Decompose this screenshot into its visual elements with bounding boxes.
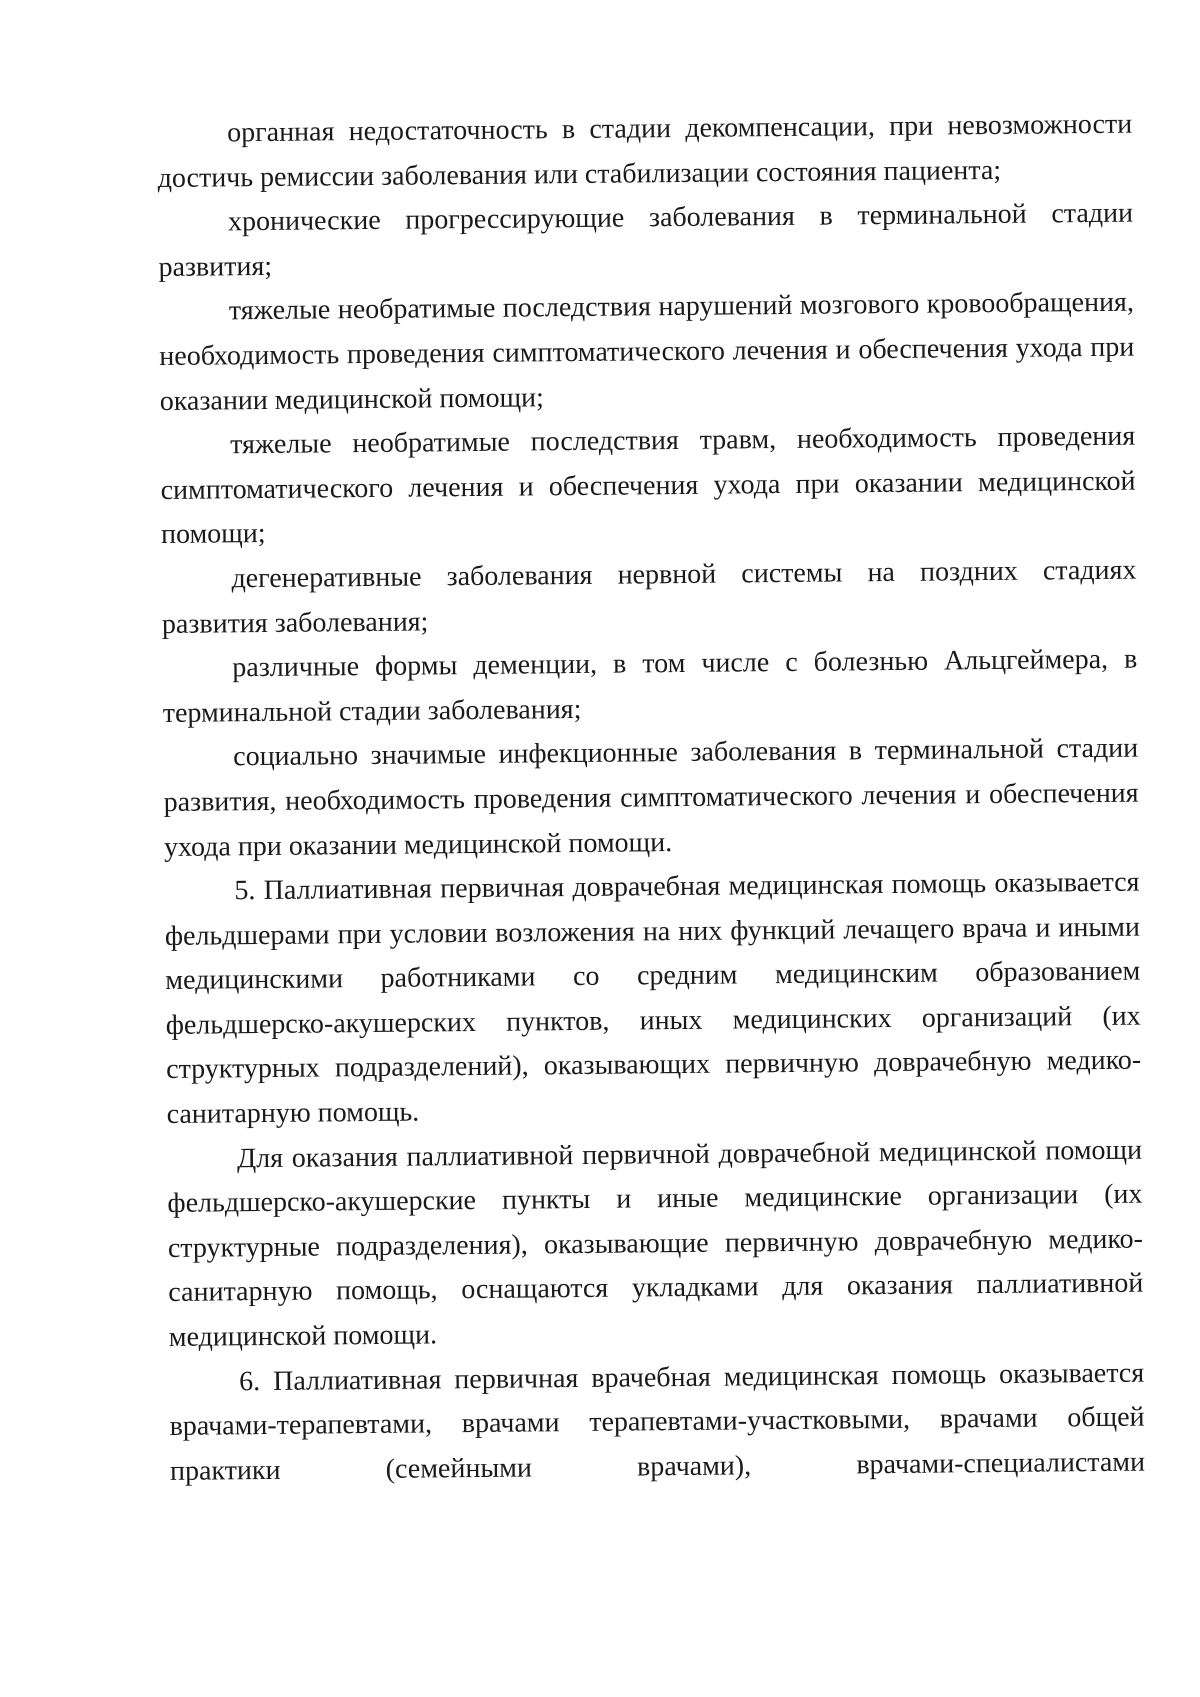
paragraph-degenerative-diseases: дегенеративные заболевания нервной системы на поздних стадиях развития заболевания; (161, 554, 1137, 640)
paragraph-stroke-consequences: тяжелые необратимые последствия нарушений мозгового кровообращения, необходимость проведения симптоматического лечения и обеспечения ухода при оказании медицинской помощи; (159, 287, 1135, 417)
paragraph-dementia: различные формы деменции, в том числе с болезнью Альцгеймера, в терминальной стадии заболевания; (162, 643, 1138, 729)
document-body (157, 103, 1145, 1495)
paragraph-organ-failure: органная недостаточность в стадии декомпенсации, при невозможности достичь ремиссии заболевания или стабилизации состояния пациента; (157, 108, 1133, 194)
paragraph-section-5: 5. Паллиативная первичная доврачебная медицинская помощь оказывается фельдшерами при условии возложения на них функций лечащего врача и иными медицинскими работниками со средним медицинским образованием фельдшерско-акушерских пунктов, иных медицинских организаций (их структурных подразделений), оказывающих первичную доврачебную медико-санитарную помощь. (164, 866, 1142, 1131)
paragraph-infectious-diseases: социально значимые инфекционные заболевания в терминальной стадии развития, необходимость проведения симптоматического лечения и обеспечения ухода при оказании медицинской помощи. (163, 732, 1139, 863)
paragraph-fap-equipment: Для оказания паллиативной первичной доврачебной медицинской помощи фельдшерско-акушерские пункты и иные медицинские организации (их структурные подразделения), оказывающие первичную доврачебную медико-санитарную помощь, оснащаются укладками для оказания паллиативной медицинской помощи. (167, 1134, 1144, 1353)
paragraph-section-6: 6. Паллиативная первичная врачебная медицинская помощь оказывается врачами-терапевтами, врачами терапевтами-участковыми, врачами общей практики (семейными врачами), врачами-специалистами (169, 1357, 1146, 1487)
paragraph-trauma-consequences: тяжелые необратимые последствия травм, необходимость проведения симптоматического лечения и обеспечения ухода при оказании медицинской помощи; (160, 420, 1136, 551)
paragraph-chronic-diseases: хронические прогрессирующие заболевания в терминальной стадии развития; (158, 197, 1134, 283)
